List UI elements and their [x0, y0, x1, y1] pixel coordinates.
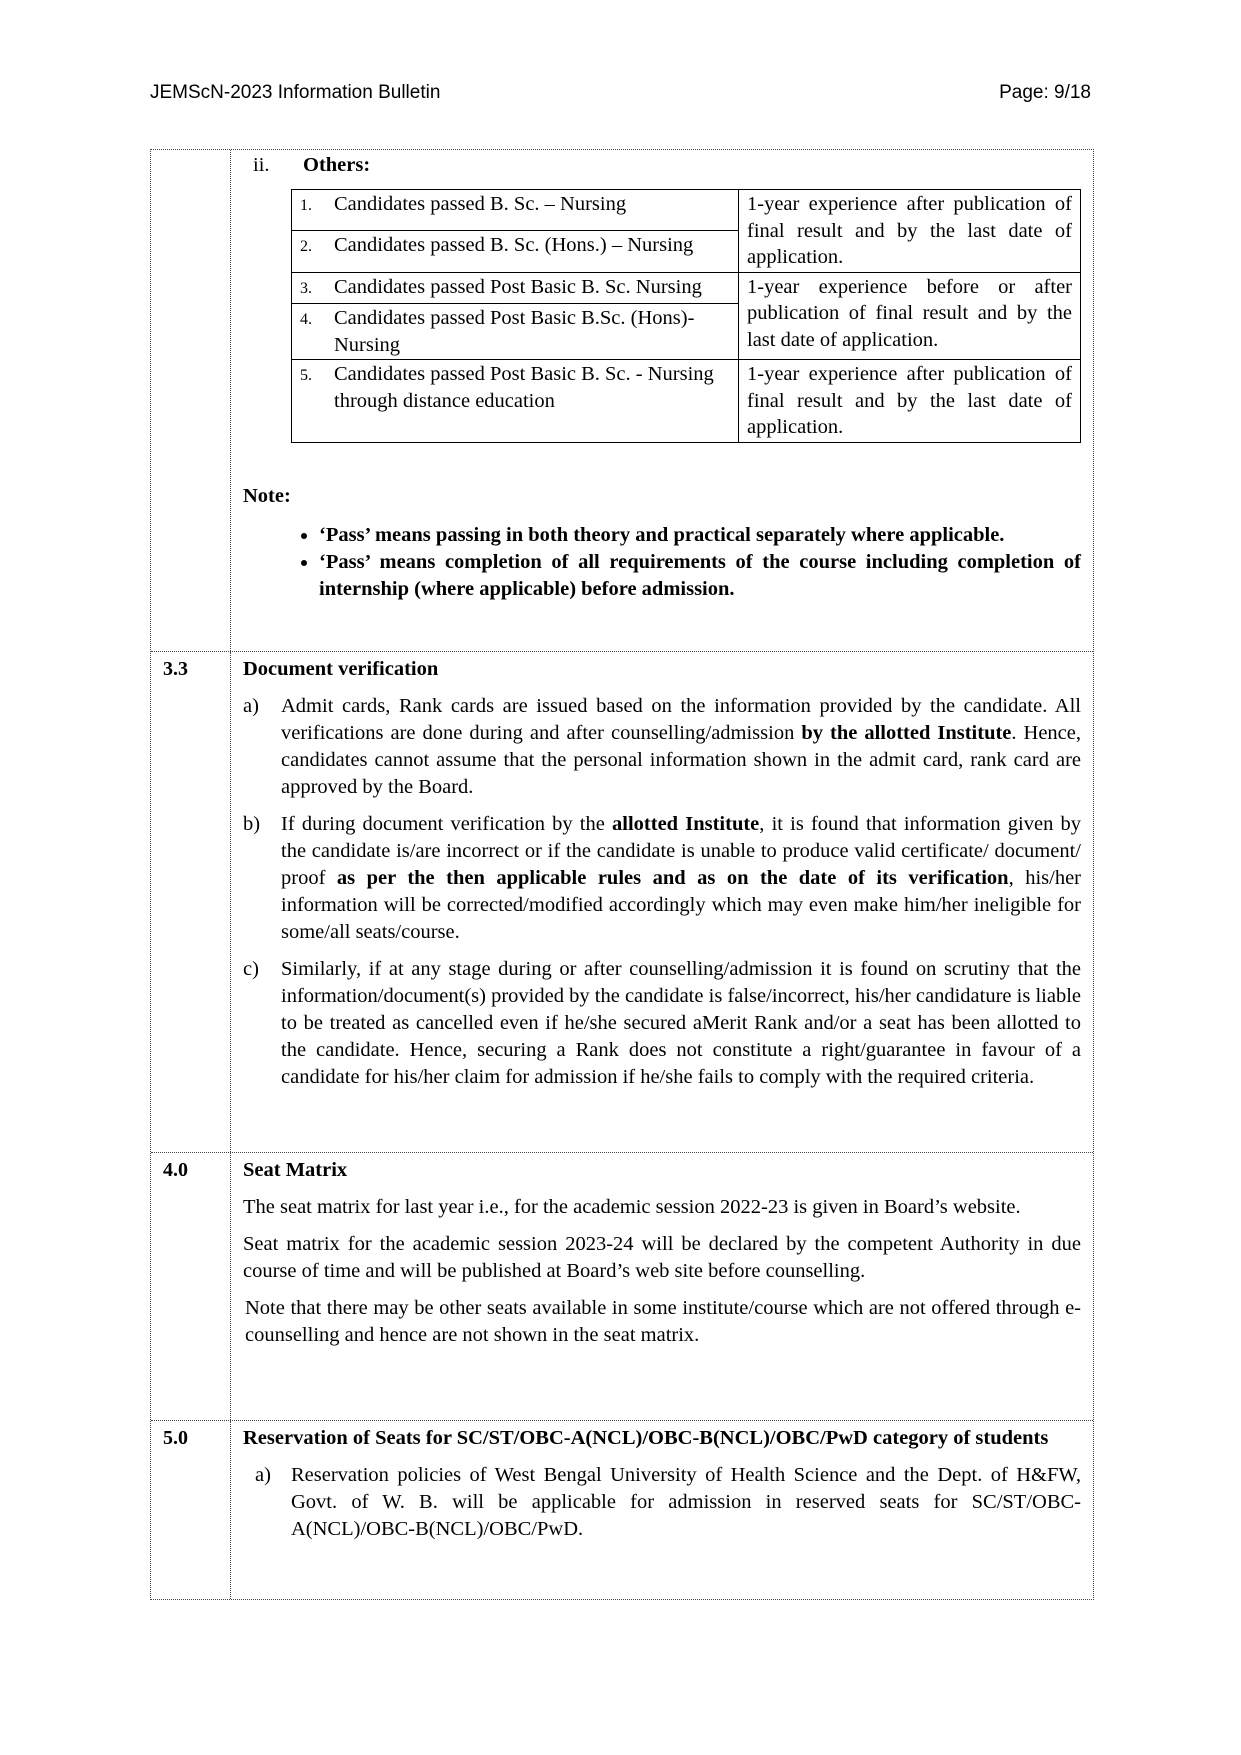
qualification-text: Candidates passed Post Basic B. Sc. - Nursing through distance education — [334, 363, 714, 412]
section-title: Document verification — [243, 658, 439, 680]
section-number: 5.0 — [151, 1421, 231, 1599]
note-item: • ‘Pass’ means passing in both theory and practical separately where applicable. — [319, 522, 1081, 549]
condition-cell: 1-year experience after publication of final result and by the last date of application. — [739, 360, 1081, 443]
table-row: 4. Candidates passed Post Basic B.Sc. (Hons)- Nursing — [292, 304, 1081, 360]
qualification-text: Candidates passed B. Sc. – Nursing — [334, 193, 627, 215]
roman-numeral: ii. — [253, 154, 270, 176]
list-item: a) Reservation policies of West Bengal University of Health Science and the Dept. of H&FW, Govt. of W. B. will be applicable for admission in reserved seats for SC/ST/OBC-A(NCL)/OBC-B(NCL)/OBC/PwD. — [255, 1464, 1081, 1540]
section-title: Reservation of Seats for SC/ST/OBC-A(NCL)/OBC-B(NCL)/OBC/PwD category of students — [243, 1427, 1049, 1449]
section-number: 3.3 — [151, 652, 231, 1152]
paragraph: Seat matrix for the academic session 2023-24 will be declared by the competent Authority in due course of time and will be published at Board’s web site before counselling. — [243, 1233, 1081, 1282]
table-row: 3. Candidates passed Post Basic B. Sc. Nursing 1-year experience before or after publication of final result and by the last date of application. — [292, 272, 1081, 304]
section-number: 4.0 — [151, 1153, 231, 1420]
section-title: Seat Matrix — [243, 1159, 348, 1181]
paragraph: Note that there may be other seats available in some institute/course which are not offered through e-counselling and hence are not shown in the seat matrix. — [245, 1297, 1081, 1346]
section-3-3-row — [151, 652, 1093, 1153]
eligibility-content — [231, 150, 1093, 651]
condition-cell: 1-year experience before or after publication of final result and by the last date of application. — [739, 272, 1081, 360]
others-title: Others: — [303, 154, 371, 176]
note-title: Note: — [243, 484, 291, 507]
document-title: JEMScN-2023 Information Bulletin — [150, 82, 441, 103]
qualification-text: Candidates passed Post Basic B.Sc. (Hons)- Nursing — [334, 307, 695, 356]
others-heading — [253, 152, 1081, 179]
note-item: • ‘Pass’ means completion of all requirements of the course including completion of internship (where applicable) before admission. — [319, 549, 1081, 603]
section-content — [231, 652, 1093, 1152]
section-5-0-row — [151, 1421, 1093, 1599]
eligibility-table — [291, 189, 1081, 443]
paragraph: The seat matrix for last year i.e., for the academic session 2022-23 is given in Board’s website. — [243, 1196, 1021, 1218]
table-row: 2. Candidates passed B. Sc. (Hons.) – Nursing — [292, 231, 1081, 272]
section-4-0-row — [151, 1153, 1093, 1421]
list-item: a) Admit cards, Rank cards are issued based on the information provided by the candidate. All verifications are done during and after counselling/admission by the allotted Institute. Hence, candidates cannot assume that the personal information shown in the admit card, rank card are approved by the Board. — [243, 695, 1081, 798]
qualification-text: Candidates passed Post Basic B. Sc. Nursing — [334, 275, 702, 298]
table-row: 5. Candidates passed Post Basic B. Sc. - Nursing through distance education 1-year experience after publication of final result and by the last date of application. — [292, 360, 1081, 443]
note-list — [243, 522, 1081, 603]
qualification-text: Candidates passed B. Sc. (Hons.) – Nursing — [334, 234, 694, 257]
condition-cell: 1-year experience after publication of final result and by the last date of application. — [739, 190, 1081, 273]
content-table — [150, 149, 1094, 1600]
section-number-cell — [151, 150, 231, 651]
list-item: c) Similarly, if at any stage during or after counselling/admission it is found on scrutiny that the information/document(s) provided by the candidate is false/incorrect, his/her candidature is liable to be treated as cancelled even if he/she secured aMerit Rank and/or a seat has been allotted to the candidate. Hence, securing a Rank does not constitute a right/guarantee in favour of a candidate for his/her claim for admission if he/she fails to comply with the required criteria. — [243, 958, 1081, 1088]
section-content — [231, 1153, 1093, 1420]
list-item: b) If during document verification by the allotted Institute, it is found that information given by the candidate is/are incorrect or if the candidate is unable to produce valid certificate/ document/ proof as per the then applicable rules and as on the date of its verification, his/her information will be corrected/modified accordingly which may even make him/her ineligible for some/all seats/course. — [243, 813, 1082, 943]
eligibility-row — [151, 150, 1093, 652]
section-content — [231, 1421, 1093, 1599]
table-row: 1. Candidates passed B. Sc. – Nursing 1-year experience after publication of final result and by the last date of application. — [292, 190, 1081, 231]
page-number: Page: 9/18 — [999, 82, 1091, 103]
